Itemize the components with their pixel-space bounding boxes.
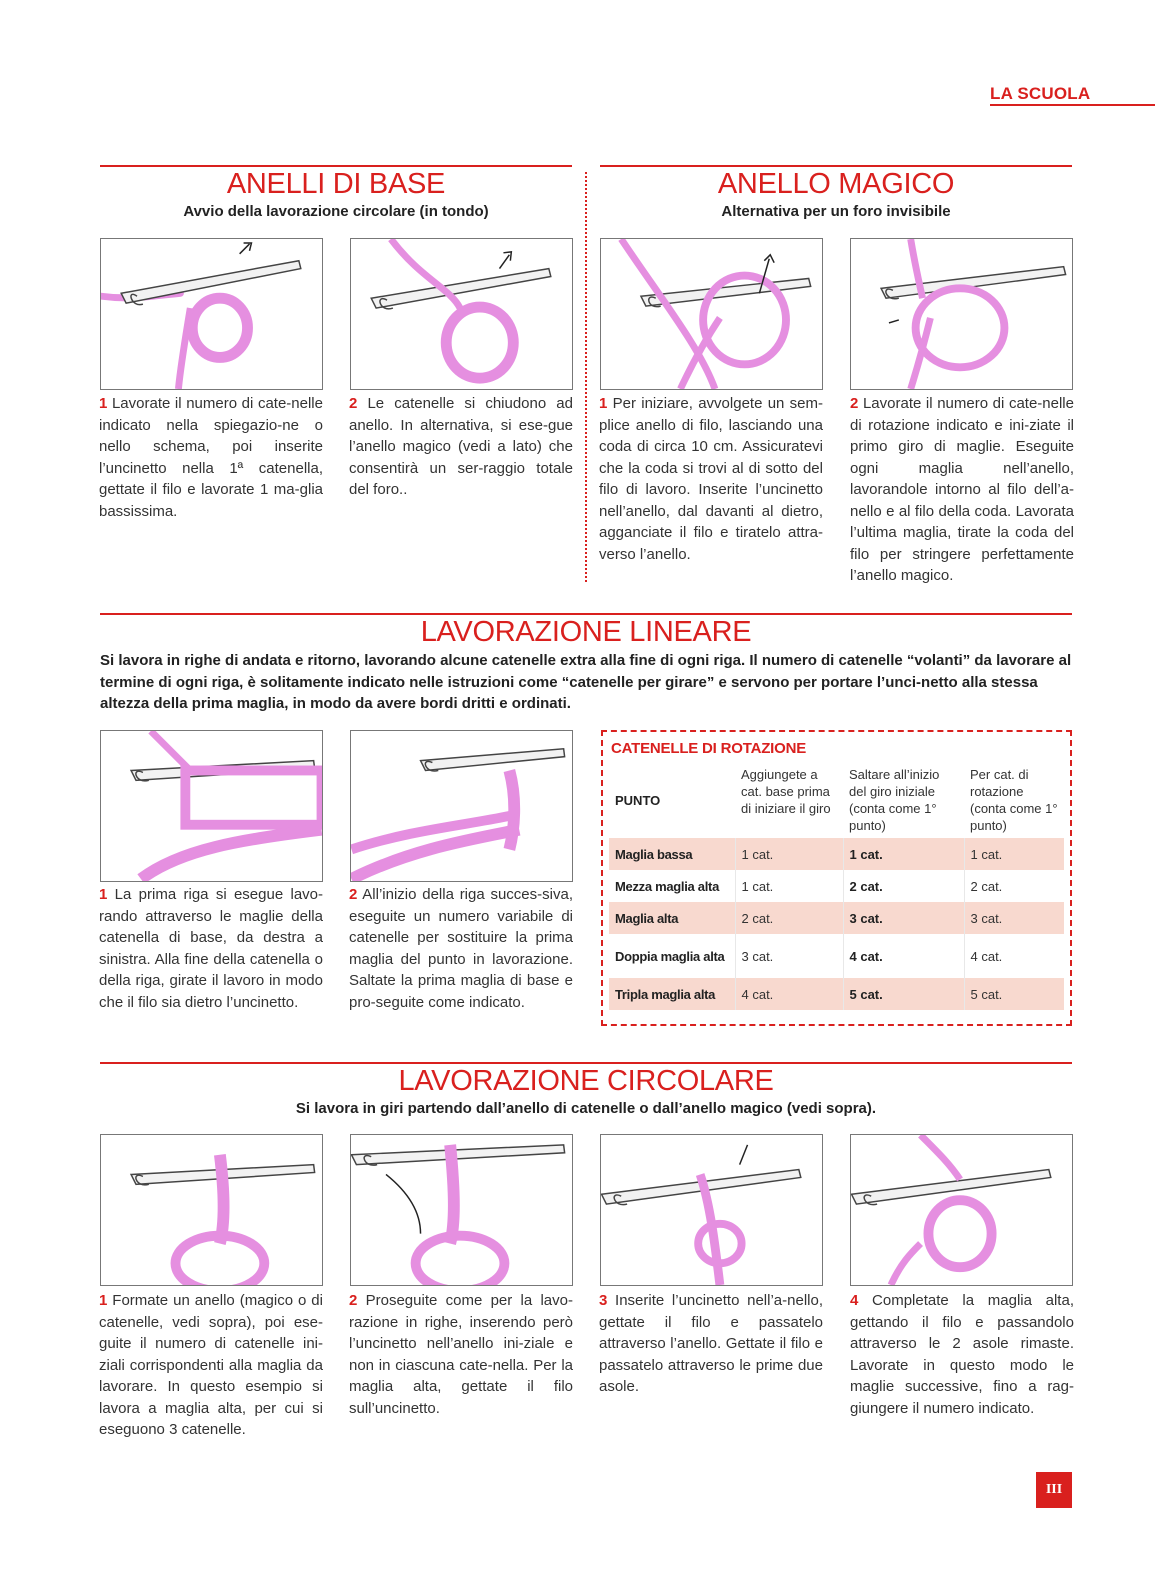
table-row <box>609 902 1064 934</box>
step-text: Proseguite come per la lavo-razione in righe, inserendo però l’uncinetto nell’anello ini-ziale e non in ciascuna cate-nella. Per la maglia alta, gettate il filo sull’uncinetto. <box>349 1292 573 1417</box>
table-cell: 2 cat. <box>843 870 964 902</box>
table-cell: Mezza maglia alta <box>609 870 735 902</box>
title-lavorazione-circolare: LAVORAZIONE CIRCOLARE <box>398 1065 774 1097</box>
table-cell: Maglia alta <box>609 902 735 934</box>
illustration-magic-ring-start <box>600 238 823 390</box>
step-text: Inserite l’uncinetto nell’a-nello, gettate il filo e passatelo attraverso l’anello. Gettate il filo e passatelo attraverso le prime due asole. <box>599 1292 823 1395</box>
table-title: CATENELLE DI ROTAZIONE <box>611 740 807 757</box>
page-number: III <box>1036 1472 1072 1508</box>
table-cell: 1 cat. <box>735 838 843 870</box>
table-cell: 1 cat. <box>735 870 843 902</box>
step-number: 4 <box>850 1292 859 1309</box>
table-cell: 4 cat. <box>843 934 964 978</box>
step-lineare-1 <box>99 884 323 1013</box>
table-row <box>609 838 1064 870</box>
table-cell: Tripla maglia alta <box>609 978 735 1010</box>
table-cell: Maglia bassa <box>609 838 735 870</box>
step-circolare-1 <box>99 1290 323 1441</box>
title-anelli-di-base: ANELLI DI BASE <box>226 168 446 200</box>
illustration-round-work-4 <box>850 1134 1073 1286</box>
step-text: Completate la maglia alta, gettando il filo e passandolo attraverso le 2 asole rimaste. Lavorate in questo modo le maglie successive, fino a rag-giungere il numero indicato. <box>850 1292 1074 1417</box>
step-number: 1 <box>599 395 608 412</box>
step-lineare-2 <box>349 884 573 1013</box>
table-cell: 2 cat. <box>970 878 1003 894</box>
header-rule <box>990 104 1155 106</box>
dotted-separator <box>585 172 587 582</box>
subtitle-anello-magico: Alternativa per un foro invisibile <box>721 203 951 220</box>
table-row <box>609 870 1064 902</box>
table-header: Saltare all’inizio del giro iniziale (conta come 1° punto) <box>849 767 940 833</box>
table-cell: 4 cat. <box>735 978 843 1010</box>
step-text: Lavorate il numero di cate-nelle indicato nella spiegazio-ne o nello schema, poi inserite l’uncinetto nella 1ª catenella, gettate il filo e lavorate 1 ma-glia bassissima. <box>99 395 323 520</box>
step-magico-2 <box>850 393 1074 587</box>
step-number: 2 <box>349 886 358 903</box>
table-cell: 5 cat. <box>964 978 1064 1010</box>
table-cell: 2 cat. <box>735 902 843 934</box>
table <box>609 763 1064 1010</box>
illustration-chain-loop-hook <box>100 238 323 390</box>
illustration-magic-ring-stitches <box>850 238 1073 390</box>
illustration-closed-ring <box>350 238 573 390</box>
table-cell: 3 cat. <box>735 934 843 978</box>
step-magico-1 <box>599 393 823 565</box>
step-circolare-3 <box>599 1290 823 1398</box>
divider <box>600 165 1072 167</box>
step-number: 2 <box>349 395 358 412</box>
step-number: 1 <box>99 1292 108 1309</box>
subtitle-lavorazione-circolare: Si lavora in giri partendo dall’anello di catenelle o dall’anello magico (vedi sopra). <box>295 1100 877 1117</box>
step-text: All’inizio della riga succes-siva, eseguite un numero variabile di catenelle per sostituire la prima maglia del punto in lavorazione. Saltate la prima maglia di base e pro-seguite come indicato. <box>349 886 573 1011</box>
intro-lavorazione-lineare: Si lavora in righe di andata e ritorno, lavorando alcune catenelle extra alla fine di ogni riga. Il numero di catenelle “volanti” da lavorare al termine di ogni riga, è solitamente indicato nelle istruzioni come “catenelle per girare” e servono per portare l’unci-netto alla stessa altezza della prima maglia, in modo da avere bordi dritti e ordinati. <box>100 652 1072 712</box>
illustration-round-work-1 <box>100 1134 323 1286</box>
section-tag: LA SCUOLA <box>990 84 1091 103</box>
step-text: Per iniziare, avvolgete un sem-plice anello di filo, lasciando una coda di circa 10 cm. Assicuratevi che la coda si trovi al di sotto del filo di lavoro. Inserite l’uncinetto nell’anello, dal davanti al dietro, agganciate il filo e tiratelo attra-verso l’anello. <box>599 395 823 563</box>
subtitle-anelli-di-base: Avvio della lavorazione circolare (in tondo) <box>183 203 489 220</box>
table-cell: 1 cat. <box>843 838 964 870</box>
title-lavorazione-lineare: LAVORAZIONE LINEARE <box>420 616 752 648</box>
step-anelli-1 <box>99 393 323 522</box>
step-text: Lavorate il numero di cate-nelle di rotazione indicato e ini-ziate il primo giro di maglie. Eseguite ogni maglia nell’anello, lavorandole intorno al filo dell’a-nello e al filo della coda. Lavorata l’ultima maglia, tirate la coda del filo per stringere perfettamente l’anello magico. <box>850 395 1074 584</box>
divider <box>100 613 1072 615</box>
title-anello-magico: ANELLO MAGICO <box>717 168 955 200</box>
table-header: Aggiungete a cat. base prima di iniziare il giro <box>741 767 831 816</box>
divider <box>100 1062 1072 1064</box>
divider <box>100 165 572 167</box>
step-text: La prima riga si esegue lavo-rando attraverso le maglie della catenella di base, da destra a sinistra. Alla fine della catenella o della riga, girate il lavoro in modo che il filo sia dietro l’uncinetto. <box>99 886 323 1011</box>
table-cell: 3 cat. <box>964 902 1064 934</box>
table-cell: 1 cat. <box>964 838 1064 870</box>
illustration-round-work-3 <box>600 1134 823 1286</box>
step-number: 3 <box>599 1292 608 1309</box>
step-circolare-2 <box>349 1290 573 1419</box>
step-circolare-4 <box>850 1290 1074 1419</box>
step-text: Formate un anello (magico o di catenelle, vedi sopra), poi ese-guite il numero di catenelle ini-ziali corrispondenti alla maglia da lavorare. In questo esempio si lavora a maglia alta, per cui si eseguono 3 catenelle. <box>99 1292 323 1438</box>
table-header-row <box>609 763 1064 838</box>
table-cell: Doppia maglia alta <box>609 934 735 978</box>
step-number: 2 <box>850 395 859 412</box>
rotation-chains-table <box>601 730 1072 1026</box>
step-anelli-2 <box>349 393 573 501</box>
table-header: Per cat. di rotazione (conta come 1° punto) <box>970 767 1058 833</box>
table-header: PUNTO <box>615 792 661 808</box>
table-row <box>609 978 1064 1010</box>
illustration-round-work-2 <box>350 1134 573 1286</box>
table-row <box>609 934 1064 978</box>
table-cell: 3 cat. <box>843 902 964 934</box>
step-number: 1 <box>99 395 108 412</box>
illustration-row-work-2 <box>350 730 573 882</box>
step-number: 2 <box>349 1292 358 1309</box>
step-text: Le catenelle si chiudono ad anello. In alternativa, si ese-gue l’anello magico (vedi a lato) che consentirà un ser-raggio totale del foro.. <box>349 395 573 498</box>
step-number: 1 <box>99 886 108 903</box>
table-cell: 5 cat. <box>843 978 964 1010</box>
illustration-row-work-1 <box>100 730 323 882</box>
table-cell: 4 cat. <box>970 948 1003 964</box>
